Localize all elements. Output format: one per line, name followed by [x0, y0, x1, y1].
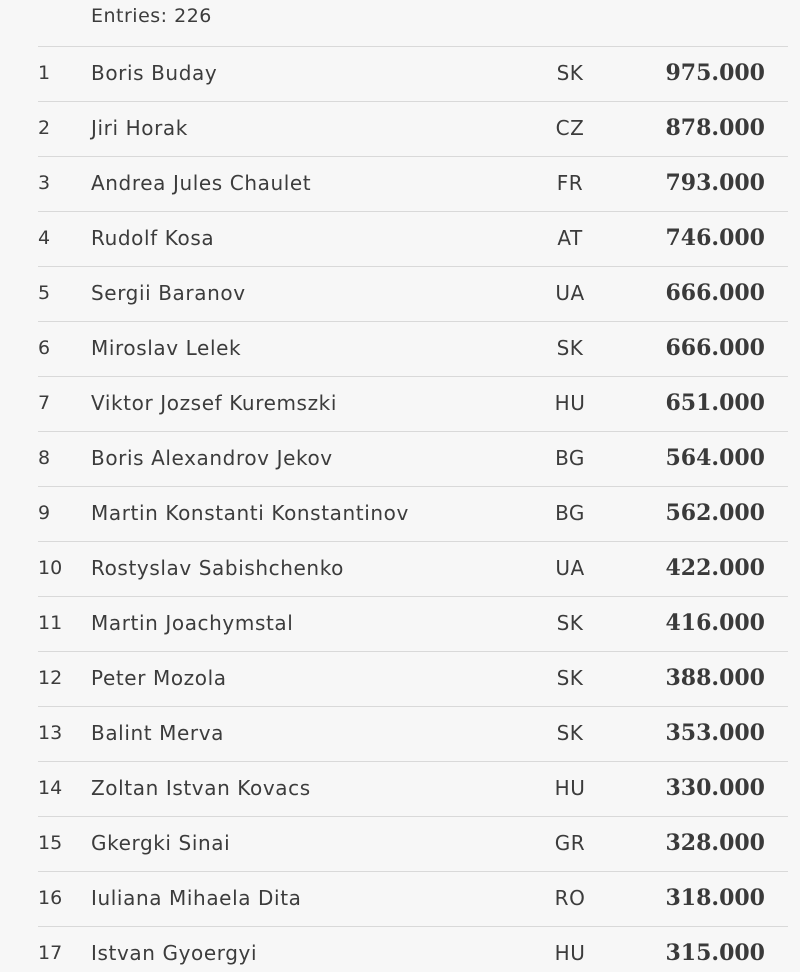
rank-cell: 15	[38, 832, 63, 854]
points-value: 666.000	[665, 280, 765, 306]
player-name: Sergii Baranov	[91, 281, 246, 305]
rank-cell: 16	[38, 887, 63, 909]
points-value: 562.000	[665, 500, 765, 526]
player-name: Martin Konstanti Konstantinov	[91, 501, 409, 525]
country-code: CZ	[555, 116, 585, 140]
country-code: SK	[556, 721, 584, 745]
rank-cell: 8	[38, 447, 51, 469]
player-name: Gkergki Sinai	[91, 831, 231, 855]
country-code: BG	[555, 501, 585, 525]
table-row	[38, 596, 788, 651]
rank-cell: 10	[38, 557, 63, 579]
results-table	[38, 46, 788, 972]
points-value: 564.000	[665, 445, 765, 471]
player-name: Viktor Jozsef Kuremszki	[91, 391, 338, 415]
rank-cell: 9	[38, 502, 51, 524]
table-row	[38, 926, 788, 972]
rank-cell: 14	[38, 777, 63, 799]
table-row	[38, 541, 788, 596]
rank-cell: 7	[38, 392, 51, 414]
country-code: HU	[554, 391, 586, 415]
country-code: UA	[555, 556, 585, 580]
rank-cell: 5	[38, 282, 51, 304]
country-code: FR	[556, 171, 584, 195]
table-row	[38, 431, 788, 486]
points-value: 746.000	[665, 225, 765, 251]
points-value: 422.000	[665, 555, 765, 581]
entries-count: Entries: 226	[91, 5, 212, 27]
country-code: GR	[554, 831, 586, 855]
player-name: Miroslav Lelek	[91, 336, 242, 360]
table-row	[38, 46, 788, 101]
country-code: BG	[555, 446, 585, 470]
points-value: 330.000	[665, 775, 765, 801]
table-row	[38, 651, 788, 706]
player-name: Istvan Gyoergyi	[91, 941, 258, 965]
player-name: Martin Joachymstal	[91, 611, 294, 635]
points-value: 878.000	[665, 115, 765, 141]
rank-cell: 12	[38, 667, 63, 689]
table-row	[38, 486, 788, 541]
points-value: 388.000	[665, 665, 765, 691]
player-name: Boris Alexandrov Jekov	[91, 446, 333, 470]
points-value: 651.000	[665, 390, 765, 416]
rank-cell: 17	[38, 942, 63, 964]
rank-cell: 11	[38, 612, 63, 634]
player-name: Rudolf Kosa	[91, 226, 215, 250]
country-code: SK	[556, 61, 584, 85]
points-value: 666.000	[665, 335, 765, 361]
table-row	[38, 761, 788, 816]
table-row	[38, 101, 788, 156]
country-code: HU	[554, 941, 586, 965]
points-value: 416.000	[665, 610, 765, 636]
country-code: RO	[554, 886, 586, 910]
points-value: 353.000	[665, 720, 765, 746]
rank-cell: 2	[38, 117, 51, 139]
player-name: Iuliana Mihaela Dita	[91, 886, 302, 910]
rank-cell: 6	[38, 337, 51, 359]
country-code: AT	[557, 226, 583, 250]
table-row	[38, 871, 788, 926]
points-value: 975.000	[665, 60, 765, 86]
rank-cell: 3	[38, 172, 51, 194]
table-row	[38, 156, 788, 211]
player-name: Andrea Jules Chaulet	[91, 171, 312, 195]
table-row	[38, 376, 788, 431]
points-value: 328.000	[665, 830, 765, 856]
player-name: Boris Buday	[91, 61, 218, 85]
player-name: Jiri Horak	[91, 116, 188, 140]
country-code: SK	[556, 611, 584, 635]
country-code: HU	[554, 776, 586, 800]
country-code: SK	[556, 336, 584, 360]
rank-cell: 1	[38, 62, 51, 84]
points-value: 315.000	[665, 940, 765, 966]
points-value: 318.000	[665, 885, 765, 911]
table-row	[38, 816, 788, 871]
points-value: 793.000	[665, 170, 765, 196]
player-name: Zoltan Istvan Kovacs	[91, 776, 311, 800]
table-row	[38, 321, 788, 376]
table-row	[38, 266, 788, 321]
player-name: Peter Mozola	[91, 666, 227, 690]
rank-cell: 13	[38, 722, 63, 744]
table-row	[38, 211, 788, 266]
country-code: UA	[555, 281, 585, 305]
rank-cell: 4	[38, 227, 51, 249]
table-row	[38, 706, 788, 761]
player-name: Balint Merva	[91, 721, 225, 745]
player-name: Rostyslav Sabishchenko	[91, 556, 345, 580]
country-code: SK	[556, 666, 584, 690]
